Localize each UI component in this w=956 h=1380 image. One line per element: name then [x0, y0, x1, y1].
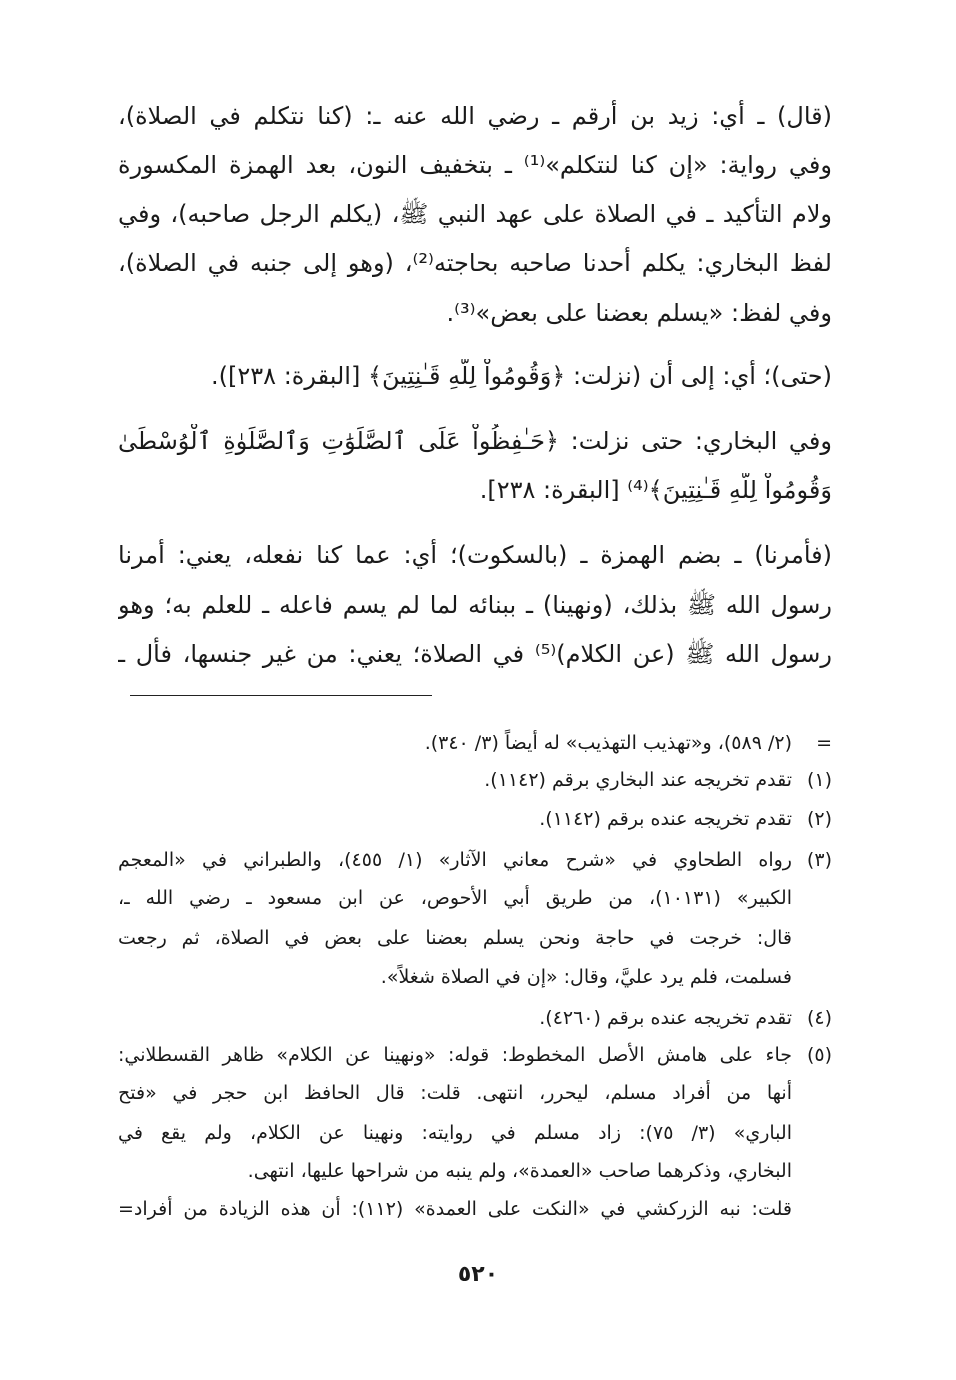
footnote-line: أنها من أفراد مسلم، ليحرر، انتهى. قلت: قال الحافظ ابن حجر في «فتح [118, 1082, 792, 1104]
body-line: وَقُومُواْ لِلَّهِ قَـٰنِتِينَ﴾⁽⁴⁾ [البقرة: ٢٣٨]. [479, 476, 832, 504]
body-line: وفي رواية: «إن كنا لنتكلم»⁽¹⁾ ـ بتخفيف النون، بعد الهمزة المكسورة [118, 151, 832, 179]
footnote-continuation [118, 728, 832, 758]
body-line: وفي البخاري: حتى نزلت: ﴿حَـٰفِظُواْ عَلَى ٱلصَّلَوَٰتِ وَٱلصَّلَوٰةِ ٱلْوُسْطَىٰ [118, 427, 832, 455]
footnote-text: رواه الطحاوي في «شرح معاني الآثار» (١/ ٤٥٥)، والطبراني في «المعجم [118, 849, 792, 871]
footnote-line: الكبير» (١٠١٣١)، من طريق أبي الأحوص، عن ابن مسعود ـ رضي الله ـ، [118, 887, 792, 909]
footnote-1 [118, 765, 832, 795]
footnote-number: (٢) [806, 808, 832, 830]
footnote-4 [118, 1003, 832, 1033]
footnote-number: (١) [806, 769, 832, 791]
body-line: (فأمرنا) ـ بضم الهمزة ـ (بالسكوت)؛ أي: عما كنا نفعله، يعني: أمرنا [118, 541, 832, 569]
body-line: (قال) ـ أي: زيد بن أرقم ـ رضي الله عنه ـ: (كنا نتكلم في الصلاة)، [118, 102, 832, 130]
footnote-text: تقدم تخريجه عنده برقم (١١٤٢). [539, 808, 792, 830]
body-line: وفي لفظ: «يسلم بعضنا على بعض»⁽³⁾. [446, 299, 832, 327]
footnote-line: قال: خرجت في حاجة ونحن يسلم بعضنا على بعض في الصلاة، ثم رجعت [118, 927, 792, 949]
footnote-text: (٢/ ٥٨٩)، و«تهذيب التهذيب» له أيضاً (٣/ ٣٤٠). [424, 732, 792, 754]
footnote-text: تقدم تخريجه عند البخاري برقم (١١٤٢). [484, 769, 792, 791]
body-line: ولام التأكيد ـ في الصلاة على عهد النبي ﷺ، (يكلم الرجل صاحبه)، وفي [118, 200, 832, 228]
footnote-separator [130, 695, 432, 696]
footnote-3 [118, 845, 832, 875]
footnote-line: البخاري، وذكرهما صاحب «العمدة»، ولم ينبه من شراحها عليها، انتهى. [247, 1160, 792, 1182]
footnote-2 [118, 804, 832, 834]
body-line: رسول الله ﷺ بذلك، (ونهينا) ـ ببنائه لما لم يسم فاعله ـ للعلم به؛ وهو [118, 591, 832, 619]
body-line: (حتى)؛ أي: إلى أن (نزلت: ﴿وَقُومُواْ لِلَّهِ قَـٰنِتِينَ﴾ [البقرة: ٢٣٨]). [211, 362, 832, 390]
footnote-line: الباري» (٣/ ٧٥): زاد مسلم في روايته: ونهينا عن الكلام، ولم يقع في [118, 1122, 792, 1144]
page-number: ٥٢٠ [457, 1262, 499, 1287]
footnote-5 [118, 1040, 832, 1070]
footnote-number: (٣) [806, 849, 832, 871]
continuation-marker: = [816, 732, 832, 754]
body-line: رسول الله ﷺ (عن الكلام)⁽⁵⁾ في الصلاة؛ يعني: من غير جنسها، فأل ـ [118, 640, 832, 668]
footnote-text: جاء على هامش الأصل المخطوط: قوله: «ونهينا عن الكلام» ظاهر القسطلاني: [118, 1044, 792, 1066]
footnote-number: (٥) [806, 1044, 832, 1066]
footnote-line: قلت: نبه الزركشي في «النكت على العمدة» (١١٢): أن هذه الزيادة من أفراد= [118, 1198, 792, 1220]
footnote-text: تقدم تخريجه عنده برقم (٤٢٦٠). [539, 1007, 792, 1029]
footnote-number: (٤) [806, 1007, 832, 1029]
footnote-line: فسلمت، فلم يرد عليَّ، وقال: «إن في الصلاة شغلاً». [380, 966, 792, 988]
body-line: لفظ البخاري: يكلم أحدنا صاحبه بحاجته⁽²⁾، (وهو إلى جنبه في الصلاة)، [118, 249, 832, 277]
